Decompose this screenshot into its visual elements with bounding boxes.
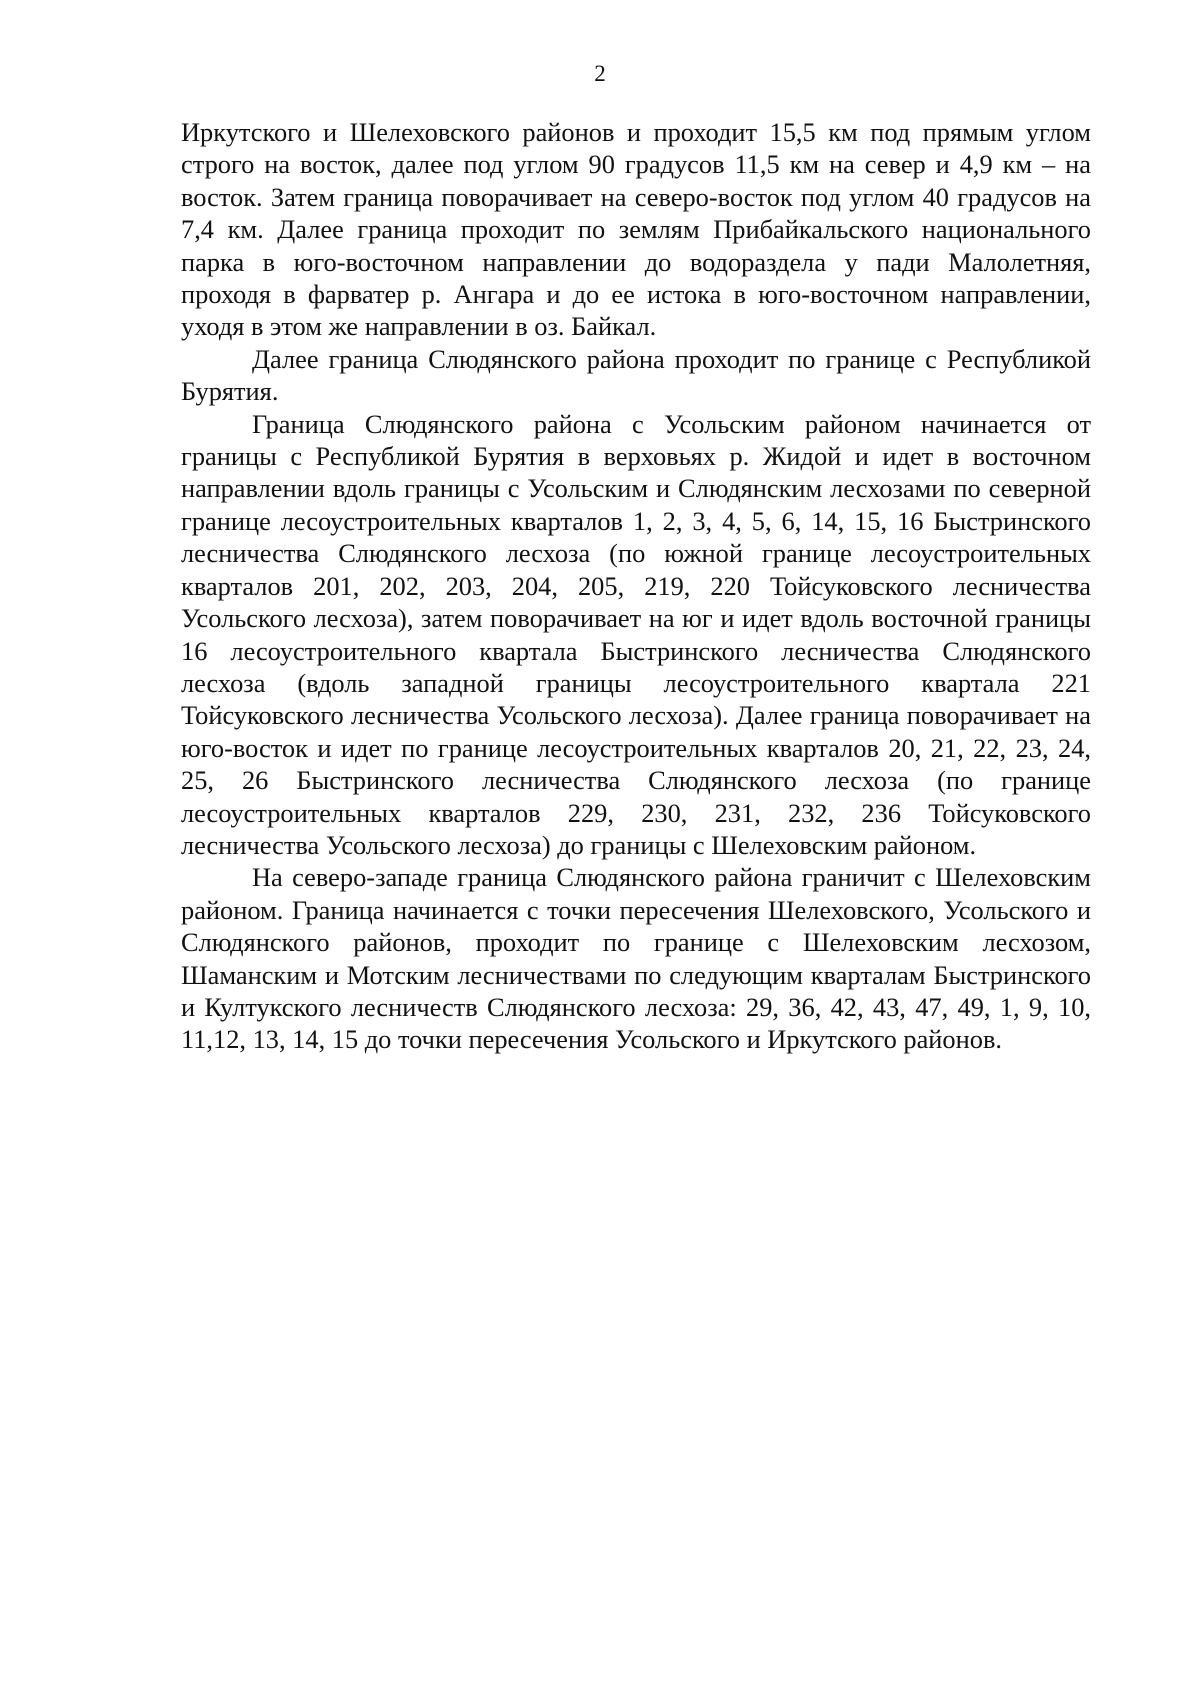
paragraph-buryatia-border: Далее граница Слюдянского района проходит по границе с Республикой Бурятия. <box>181 343 1091 407</box>
paragraph-shelekhovsky-border: На северо-западе граница Слюдянского района граничит с Шелеховским районом. Граница начинается с точки пересечения Шелеховского, Усольского и Слюдянского районов, проходит по границе с Шелеховским лесхозом, Шаманским и Мотским лесничествами по следующим кварталам Быстринского и Култукского лесничеств Слюдянского лесхоза: 29, 36, 42, 43, 47, 49, 1, 9, 10, 11,12, 13, 14, 15 до точки пересечения Усольского и Иркутского районов. <box>181 862 1091 1055</box>
paragraph-usolsky-border: Граница Слюдянского района с Усольским районом начинается от границы с Республикой Бурятия в верховьях р. Жидой и идет в восточном направлении вдоль границы с Усольским и Слюдянским лесхозами по северной границе лесоустроительных кварталов 1, 2, 3, 4, 5, 6, 14, 15, 16 Быстринского лесничества Слюдянского лесхоза (по южной границе лесоустроительных кварталов 201, 202, 203, 204, 205, 219, 220 Тойсуковского лесничества Усольского лесхоза), затем поворачивает на юг и идет вдоль восточной границы 16 лесоустроительного квартала Быстринского лесничества Слюдянского лесхоза (вдоль западной границы лесоустроительного квартала 221 Тойсуковского лесничества Усольского лесхоза). Далее граница поворачивает на юго-восток и идет по границе лесоустроительных кварталов 20, 21, 22, 23, 24, 25, 26 Быстринского лесничества Слюдянского лесхоза (по границе лесоустроительных кварталов 229, 230, 231, 232, 236 Тойсуковского лесничества Усольского лесхоза) до границы с Шелеховским районом. <box>181 408 1091 860</box>
document-body <box>181 116 1091 1056</box>
page-number: 2 <box>594 61 606 86</box>
paragraph-continuation: Иркутского и Шелеховского районов и проходит 15,5 км под прямым углом строго на восток, далее под углом 90 градусов 11,5 км на север и 4,9 км – на восток. Затем граница поворачивает на северо-восток под углом 40 градусов на 7,4 км. Далее граница проходит по землям Прибайкальского национального парка в юго-восточном направлении до водораздела у пади Малолетняя, проходя в фарватер р. Ангара и до ее истока в юго-восточном направлении, уходя в этом же направлении в оз. Байкал. <box>181 117 1091 342</box>
